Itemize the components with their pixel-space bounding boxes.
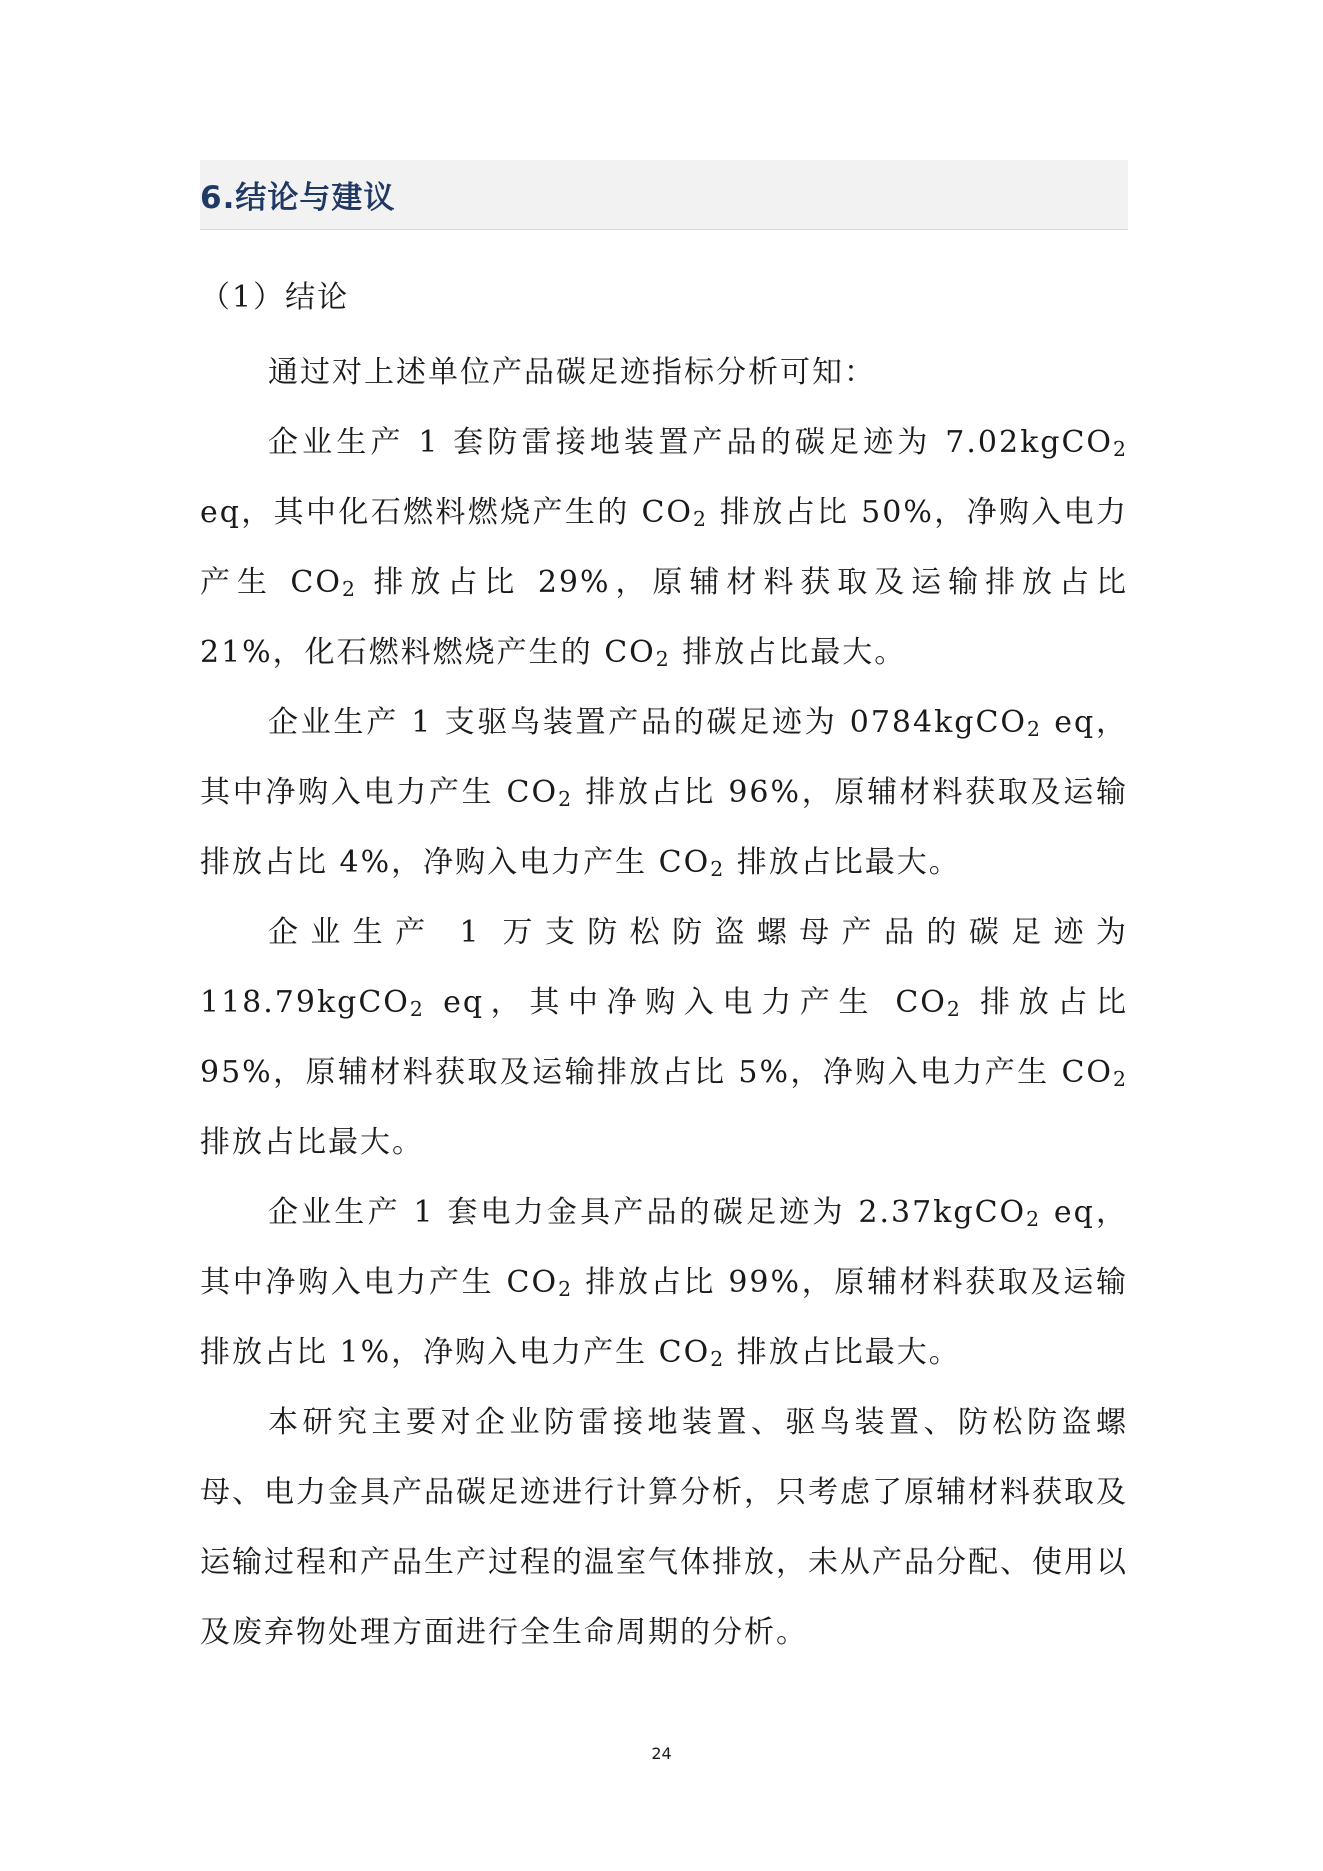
text-run: 排放占比 99%，原辅材料获取及运输排放占比 1%，净购入电力产生 CO — [200, 1265, 1128, 1370]
text-run: 企业生产 1 套防雷接地装置产品的碳足迹为 7.02kgCO — [268, 425, 1114, 460]
text-run: 排放占比最大。 — [725, 845, 961, 880]
subscript: 2 — [693, 507, 708, 532]
text-run: 排放占比最大。 — [725, 1335, 961, 1370]
text-run: eq，其中净购入电力产生 CO — [424, 985, 947, 1020]
text-run: 排放占比 95%，原辅材料获取及运输排放占比 5%，净购入电力产生 CO — [200, 985, 1128, 1090]
subscript: 2 — [1027, 717, 1043, 742]
text-run: 企业生产 1 万支防松防盗螺母产品的碳足迹为 118.79kgCO — [200, 915, 1128, 1020]
subscript: 2 — [710, 1347, 726, 1372]
paragraph — [200, 408, 1128, 688]
subscript: 2 — [710, 857, 726, 882]
subscript: 2 — [1026, 1207, 1042, 1232]
paragraph — [200, 1178, 1128, 1388]
section-header — [200, 160, 1128, 230]
paragraph — [200, 898, 1128, 1178]
text-run: 排放占比最大。 — [670, 635, 907, 670]
subscript: 2 — [409, 997, 425, 1022]
text-run: eq，其中化石燃料燃烧产生的 CO — [200, 495, 693, 530]
paragraph — [200, 688, 1128, 898]
paragraph — [200, 1388, 1128, 1668]
text-run: 本研究主要对企业防雷接地装置、驱鸟装置、防松防盗螺母、电力金具产品碳足迹进行计算分析，只考虑了原辅材料获取及运输过程和产品生产过程的温室气体排放，未从产品分配、使用以及废弃物处理方面进行全生命周期的分析。 — [200, 1405, 1128, 1650]
text-run: eq，其中净购入电力产生 CO — [200, 1195, 1128, 1300]
subscript: 2 — [1113, 1067, 1128, 1092]
text-run: 排放占比 29%，原辅材料获取及运输排放占比 21%，化石燃料燃烧产生的 CO — [200, 565, 1128, 670]
body-text — [200, 338, 1128, 1668]
subscript: 2 — [558, 787, 574, 812]
text-run: 排放占比最大。 — [200, 1125, 424, 1160]
text-run: 企业生产 1 套电力金具产品的碳足迹为 2.37kgCO — [268, 1195, 1027, 1230]
paragraph — [200, 338, 1128, 408]
subscript: 2 — [1113, 437, 1128, 462]
text-run: 排放占比 96%，原辅材料获取及运输排放占比 4%，净购入电力产生 CO — [200, 775, 1128, 880]
subheading: （1）结论 — [200, 280, 350, 315]
text-run: 排放占比 50%，净购入电力产生 CO — [200, 495, 1128, 600]
subscript: 2 — [558, 1277, 574, 1302]
text-run: eq，其中净购入电力产生 CO — [200, 705, 1128, 810]
section-title: 6.结论与建议 — [200, 180, 396, 216]
text-run: 企业生产 1 支驱鸟装置产品的碳足迹为 0784kgCO — [268, 705, 1028, 740]
subscript: 2 — [655, 647, 671, 672]
text-run: 通过对上述单位产品碳足迹指标分析可知： — [268, 355, 876, 390]
page-number: 24 — [651, 1744, 672, 1763]
subscript: 2 — [946, 997, 962, 1022]
subscript: 2 — [341, 577, 357, 602]
